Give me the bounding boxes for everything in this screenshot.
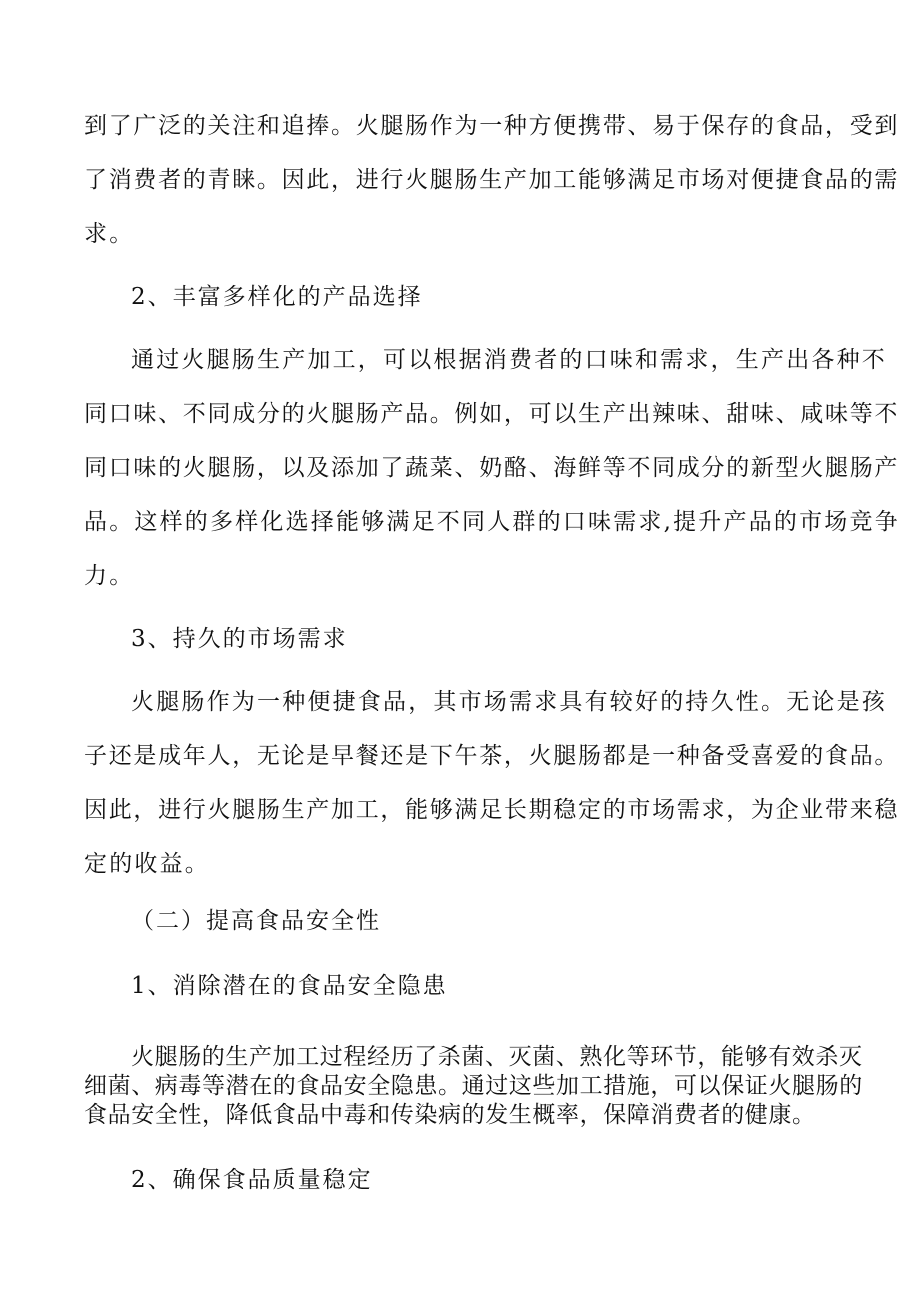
paragraph-line: 品。这样的多样化选择能够满足不同人群的口味需求,提升产品的市场竞争: [84, 509, 900, 535]
subsection-heading: 1、消除潜在的食品安全隐患: [131, 973, 448, 999]
paragraph-line: 子还是成年人，无论是早餐还是下午茶，火腿肠都是一种备受喜爱的食品。: [84, 743, 900, 769]
paragraph-line: 因此，进行火腿肠生产加工，能够满足长期稳定的市场需求，为企业带来稳: [84, 797, 900, 823]
paragraph-line: 通过火腿肠生产加工，可以根据消费者的口味和需求，生产出各种不: [131, 347, 887, 373]
subsection-heading: 2、确保食品质量稳定: [131, 1167, 373, 1193]
subsection-heading: 3、持久的市场需求: [131, 626, 348, 652]
paragraph-line: 到了广泛的关注和追捧。火腿肠作为一种方便携带、易于保存的食品，受到: [84, 113, 900, 139]
paragraph-line: 同口味、不同成分的火腿肠产品。例如，可以生产出辣味、甜味、咸味等不: [84, 401, 900, 427]
paragraph-line: 求。: [84, 221, 135, 247]
paragraph-line: 细菌、病毒等潜在的食品安全隐患。通过这些加工措施，可以保证火腿肠的: [84, 1073, 863, 1099]
paragraph-line: 了消费者的青睐。因此，进行火腿肠生产加工能够满足市场对便捷食品的需: [84, 167, 900, 193]
paragraph-line: 同口味的火腿肠，以及添加了蔬菜、奶酪、海鲜等不同成分的新型火腿肠产: [84, 455, 900, 481]
paragraph-line: 食品安全性，降低食品中毒和传染病的发生概率，保障消费者的健康。: [84, 1102, 816, 1128]
paragraph-line: 火腿肠的生产加工过程经历了杀菌、灭菌、熟化等环节，能够有效杀灭: [131, 1044, 863, 1070]
section-heading: （二）提高食品安全性: [131, 908, 381, 934]
paragraph-line: 定的收益。: [84, 851, 210, 877]
paragraph-line: 力。: [84, 563, 135, 589]
paragraph-line: 火腿肠作为一种便捷食品，其市场需求具有较好的持久性。无论是孩: [131, 689, 887, 715]
subsection-heading: 2、丰富多样化的产品选择: [131, 284, 423, 310]
